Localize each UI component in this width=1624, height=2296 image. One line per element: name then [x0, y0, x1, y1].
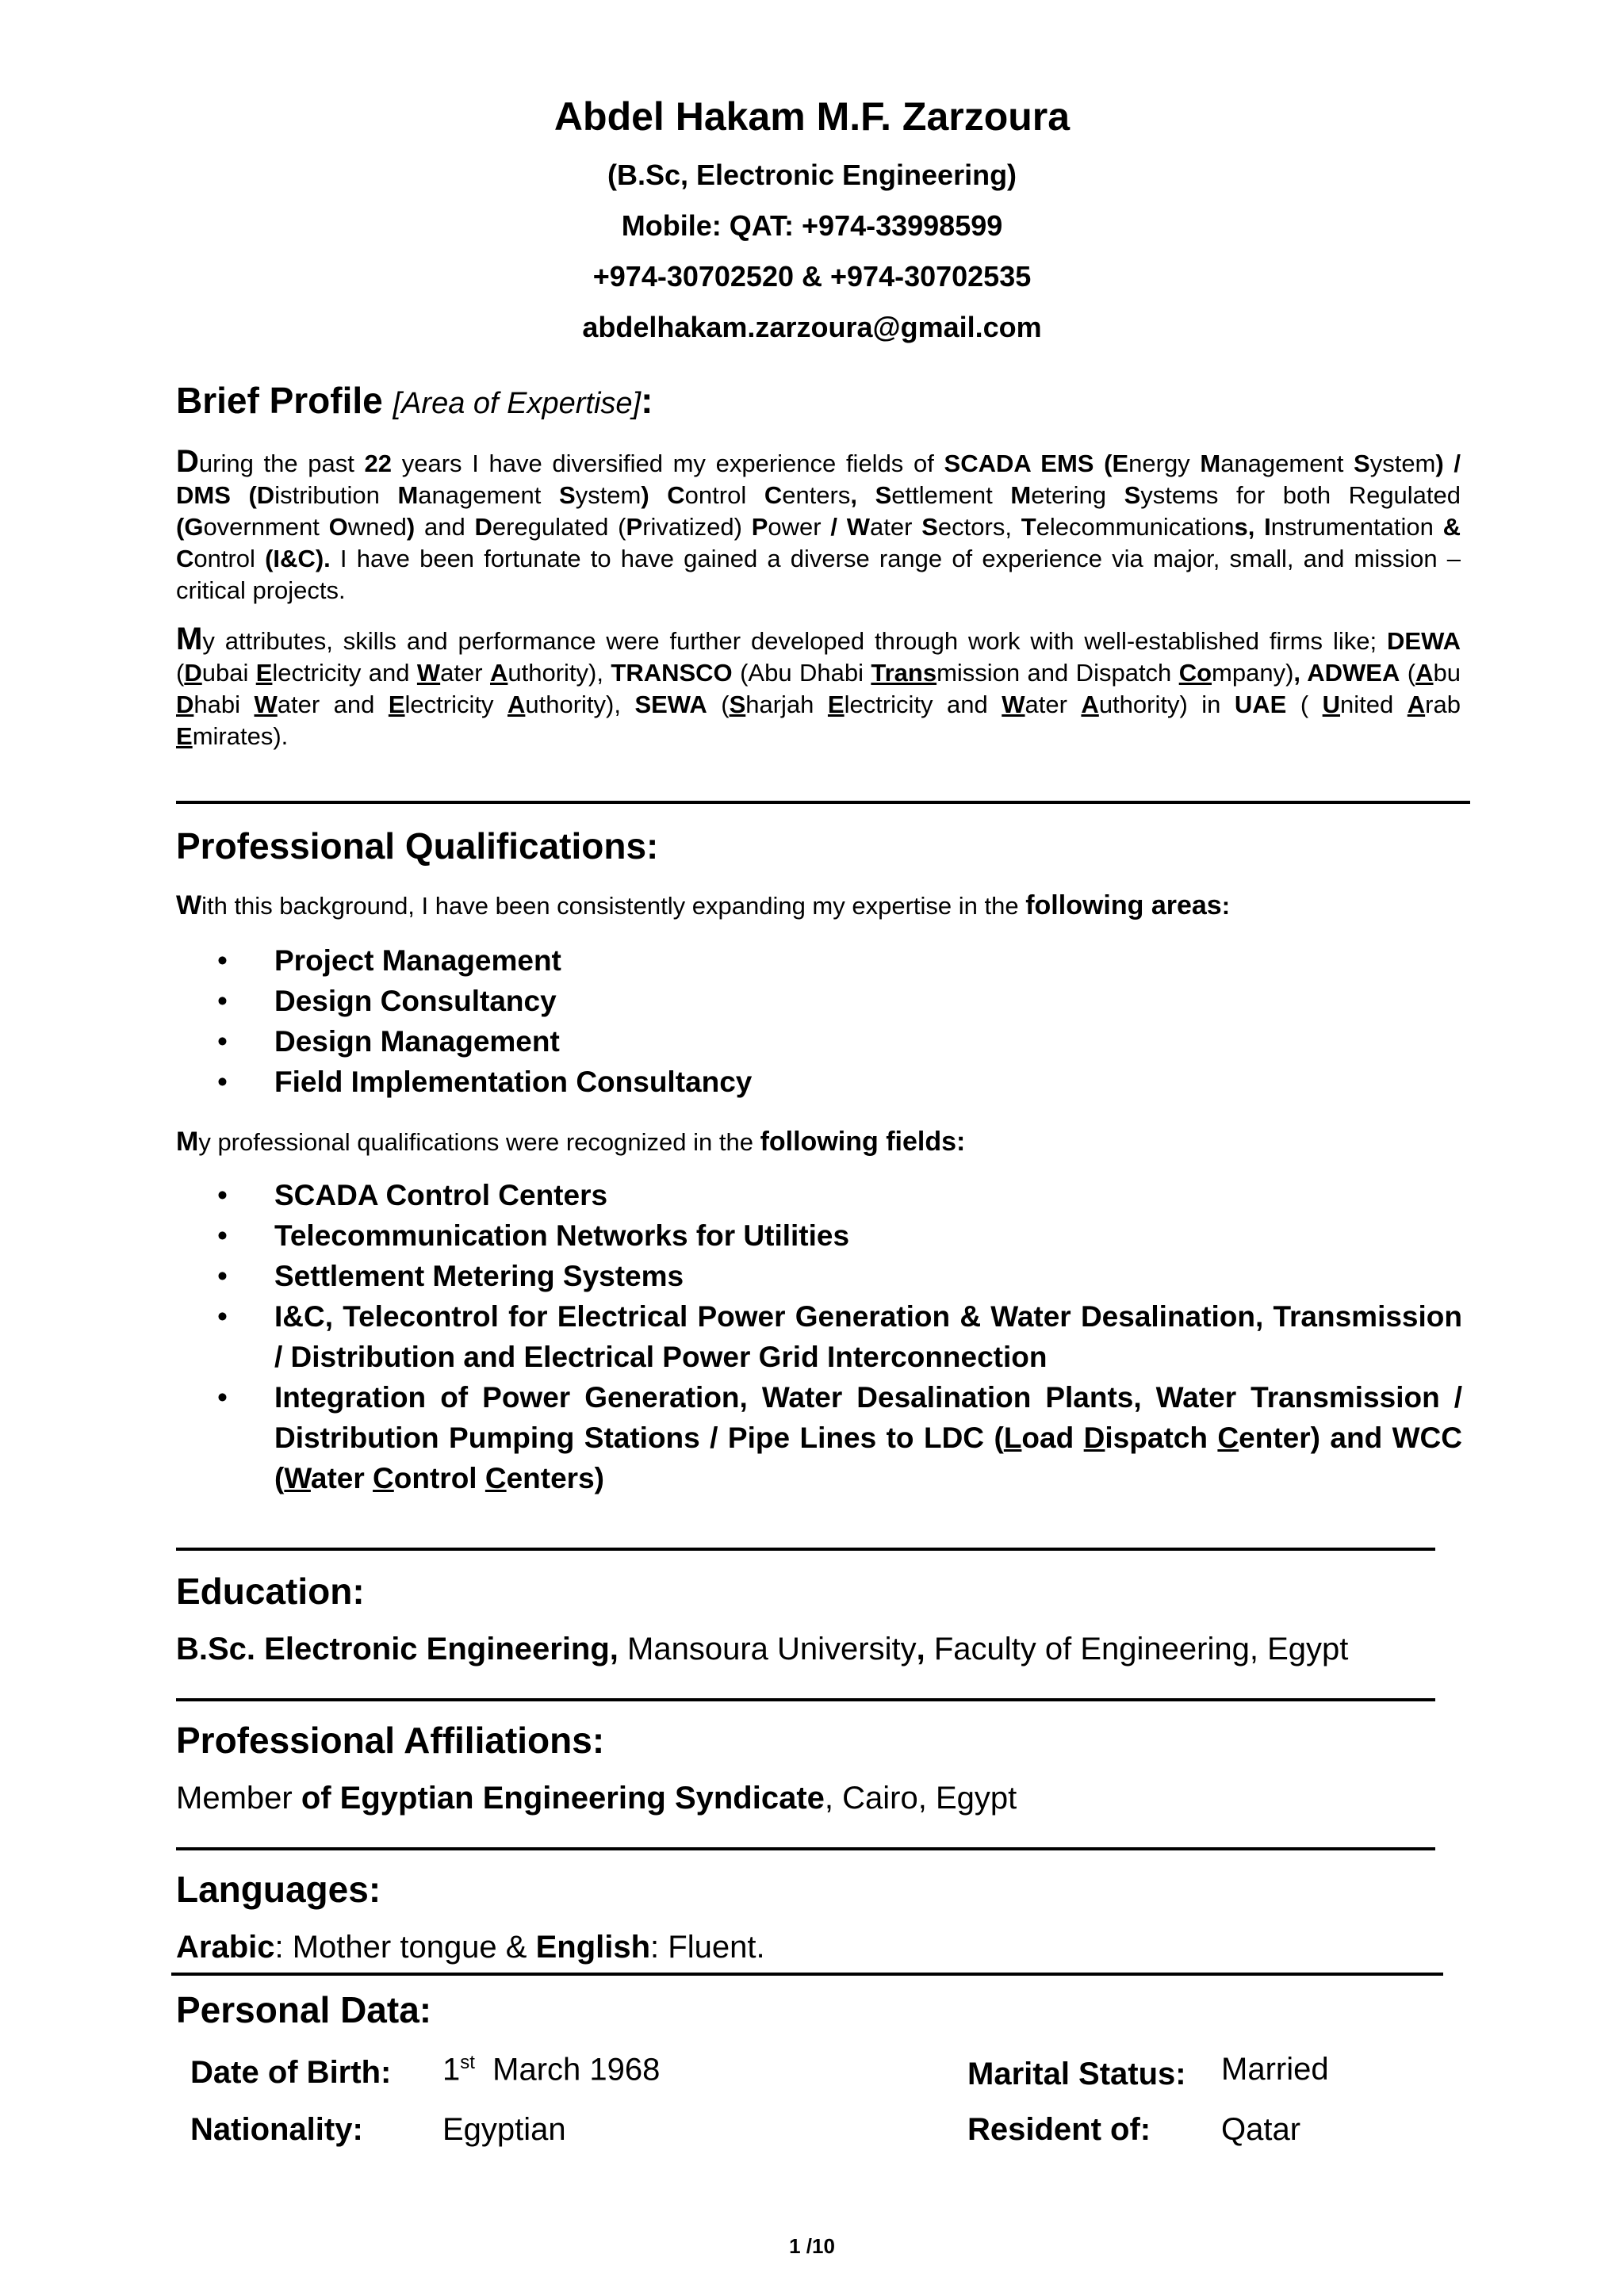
marital-status-label: Marital Status:: [967, 2057, 1186, 2091]
affiliations-title: Professional Affiliations:: [176, 1720, 605, 1761]
expertise-areas-list: [176, 940, 752, 1102]
nationality-label: Nationality:: [190, 2112, 363, 2147]
fields-intro: My professional qualifications were recognized in the following fields:: [176, 1127, 966, 1157]
list-item: • Project Management: [176, 940, 752, 981]
qualification-fields-list: [176, 1175, 1462, 1498]
list-item: • Field Implementation Consultancy: [176, 1062, 752, 1102]
education-line: B.Sc. Electronic Engineering, Mansoura University, Faculty of Engineering, Egypt: [176, 1632, 1349, 1667]
list-item: • Settlement Metering Systems: [176, 1256, 1462, 1296]
divider: [176, 801, 1470, 804]
brief-profile-title-text: Brief Profile: [176, 380, 383, 421]
brief-profile-colon: :: [641, 380, 653, 421]
list-item: • Telecommunication Networks for Utilities: [176, 1215, 1462, 1256]
list-item: • I&C, Telecontrol for Electrical Power Generation & Water Desalination, Transmission / Distribution and Electrical Power Grid Interconnection: [176, 1296, 1462, 1377]
education-title: Education:: [176, 1571, 365, 1612]
affiliations-line: Member of Egyptian Engineering Syndicate, Cairo, Egypt: [176, 1781, 1017, 1816]
resident-value: Qatar: [1221, 2112, 1301, 2147]
resident-label: Resident of:: [967, 2112, 1151, 2147]
candidate-name: Abdel Hakam M.F. Zarzoura: [553, 94, 1071, 139]
languages-title: Languages:: [176, 1869, 381, 1910]
profile-paragraph-2: My attributes, skills and performance were further developed through work with well-established firms like; DEWA (Dubai Electricity and Water Authority), TRANSCO (Abu Dhabi Transmission and Dispatch Company), ADWEA (Abu Dhabi Water and Electricity Authority), SEWA (Sharjah Electricity and Water Authority) in UAE ( United Arab Emirates).: [176, 622, 1461, 750]
brief-profile-title: [176, 379, 653, 422]
list-item: • Design Management: [176, 1021, 752, 1062]
divider: [171, 1973, 1443, 1976]
email-line[interactable]: abdelhakam.zarzoura@gmail.com: [582, 311, 1042, 343]
dob-label: Date of Birth:: [190, 2055, 392, 2090]
phones-line: +974-30702520 & +974-30702535: [592, 260, 1032, 293]
languages-line: Arabic: Mother tongue & English: Fluent.: [176, 1930, 765, 1965]
list-item: • Design Consultancy: [176, 981, 752, 1021]
dob-value: 1st March 1968: [442, 2052, 661, 2087]
profile-paragraph-1: During the past 22 years I have diversified my experience fields of SCADA EMS (Energy Management System) / DMS (Distribution Management System) Control Centers, Settlement Metering Systems for both Regulated (Government Owned) and Deregulated (Privatized) Power / Water Sectors, Telecommunications, Instrumentation & Control (I&C). I have been fortunate to have gained a diverse range of experience via major, small, and mission – critical projects.: [176, 444, 1461, 604]
divider: [176, 1698, 1435, 1701]
brief-profile-subtitle: [Area of Expertise]: [393, 387, 642, 420]
qualifications-title: Professional Qualifications:: [176, 825, 659, 867]
list-item: • SCADA Control Centers: [176, 1175, 1462, 1215]
marital-status-value: Married: [1221, 2052, 1329, 2087]
mobile-line: Mobile: QAT: +974-33998599: [621, 209, 1003, 242]
degree-line: (B.Sc, Electronic Engineering): [607, 159, 1017, 191]
personal-data-title: Personal Data:: [176, 1989, 432, 2030]
divider: [176, 1548, 1435, 1551]
divider: [176, 1847, 1435, 1850]
page-number: 1 /10: [789, 2234, 835, 2258]
qualifications-intro: With this background, I have been consistently expanding my expertise in the following areas:: [176, 890, 1231, 920]
list-item: • Integration of Power Generation, Water Desalination Plants, Water Transmission / Distribution Pumping Stations / Pipe Lines to LDC (Load Dispatch Center) and WCC (Water Control Centers): [176, 1377, 1462, 1498]
nationality-value: Egyptian: [442, 2112, 566, 2147]
